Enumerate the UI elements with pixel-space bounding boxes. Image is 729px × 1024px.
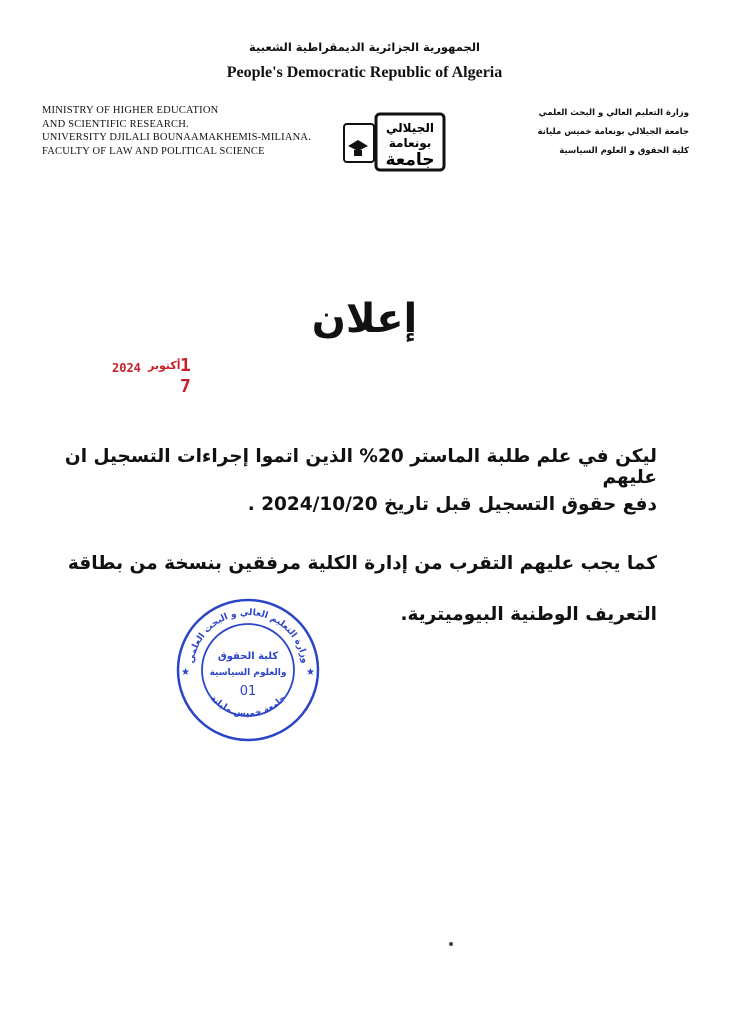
institution-block-english (42, 104, 311, 158)
announcement-line: دفع حقوق التسجيل قبل تاريخ 2024/10/20 . (247, 494, 657, 515)
date-stamp-year: 2024 (112, 361, 141, 375)
institution-line: كلية الحقوق و العلوم السياسية (559, 146, 689, 156)
seal-ring-text: وزارة التعليم العالي و البحث العلمي (186, 607, 310, 665)
header-english-title: People's Democratic Republic of Algeria (226, 64, 503, 81)
seal-number: 01 (239, 684, 257, 699)
logo-text: جامعة (385, 150, 435, 170)
institution-line: FACULTY OF LAW AND POLITICAL SCIENCE (42, 145, 265, 157)
logo-text: بونعامة (388, 136, 432, 150)
announcement-line: كما يجب عليهم التقرب من إدارة الكلية مرفقين بنسخة من بطاقة (67, 553, 657, 574)
institution-line: جامعة الجيلالي بونعامة خميس مليانة (537, 127, 689, 137)
date-stamp (112, 355, 212, 397)
announcement-line: التعريف الوطنية البيوميترية. (400, 604, 657, 625)
seal-center-text: كلية الحقوق (217, 651, 279, 662)
seal-star-icon: ★ (181, 667, 190, 678)
university-logo-icon (340, 110, 448, 176)
seal-ring-text: جامعة خميس مليانة (207, 693, 289, 720)
date-stamp-day: 1 7 (180, 355, 191, 397)
header-arabic-title: الجمهورية الجزائرية الديمقراطية الشعبية (248, 40, 480, 54)
institution-line: MINISTRY OF HIGHER EDUCATION (42, 105, 219, 116)
official-seal-icon (173, 595, 323, 745)
page-speck (449, 942, 453, 946)
page-title: إعلان (311, 296, 418, 342)
institution-line: AND SCIENTIFIC RESEARCH. (42, 118, 189, 130)
seal-star-icon: ★ (306, 667, 315, 678)
institution-block-arabic (538, 104, 690, 161)
logo-text: الجيلالي (386, 121, 434, 135)
seal-center-text: والعلوم السياسية (209, 668, 287, 678)
date-stamp-month: أكتوبر (148, 359, 181, 372)
announcement-line: ليكن في علم طلبة الماستر 20% الذين اتموا إجراءات التسجيل ان عليهم (64, 446, 657, 488)
institution-line: وزارة التعليم العالي و البحث العلمي (538, 108, 689, 118)
institution-line: UNIVERSITY DJILALI BOUNAAMAKHEMIS-MILIANA. (42, 132, 312, 143)
